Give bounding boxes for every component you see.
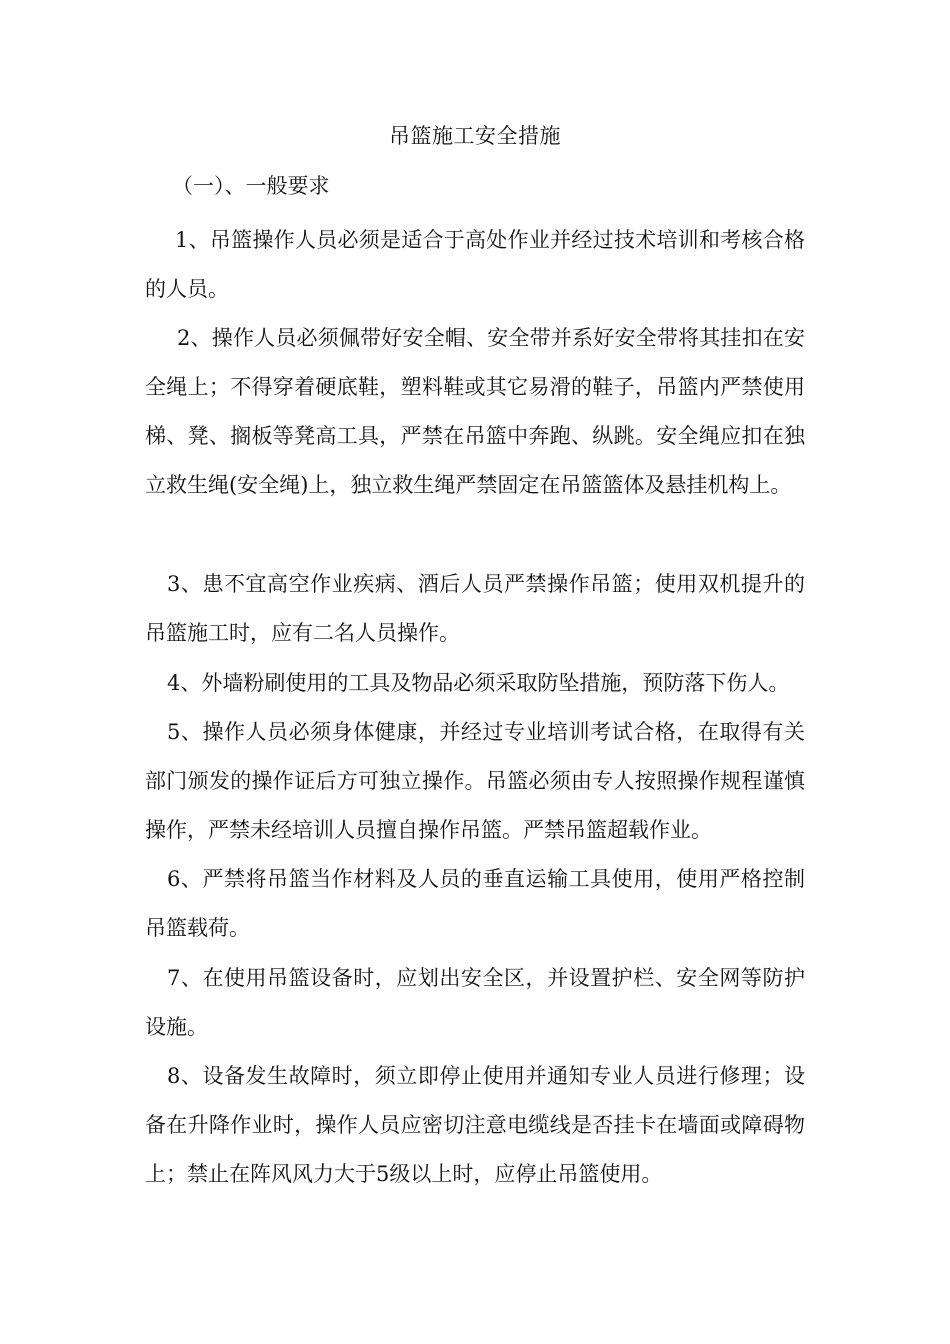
paragraph-8: 8、设备发生故障时，须立即停止使用并通知专业人员进行修理；设备在升降作业时，操作人员应密切注意电缆线是否挂卡在墙面或障碍物上；禁止在阵风风力大于5级以上时，应停止吊篮使用。 — [145, 1064, 805, 1186]
document-title: 吊篮施工安全措施 — [389, 124, 561, 148]
paragraph-7: 7、在使用吊篮设备时，应划出安全区，并设置护栏、安全网等防护设施。 — [145, 966, 805, 1039]
paragraph-4: 4、外墙粉刷使用的工具及物品必须采取防坠措施，预防落下伤人。 — [167, 671, 790, 695]
section-heading: （一）、一般要求 — [172, 174, 330, 198]
paragraph-6: 6、严禁将吊篮当作材料及人员的垂直运输工具使用，使用严格控制吊篮载荷。 — [145, 867, 805, 940]
paragraph-3: 3、患不宜高空作业疾病、酒后人员严禁操作吊篮；使用双机提升的吊篮施工时，应有二名人员操作。 — [145, 572, 805, 645]
paragraph-1: 1、吊篮操作人员必须是适合于高处作业并经过技术培训和考核合格的人员。 — [145, 228, 805, 301]
paragraph-5: 5、操作人员必须身体健康，并经过专业培训考试合格，在取得有关部门颁发的操作证后方可独立操作。吊篮必须由专人按照操作规程谨慎操作，严禁未经培训人员擅自操作吊篮。严禁吊篮超载作业。 — [145, 720, 805, 842]
paragraph-2: 2、操作人员必须佩带好安全帽、安全带并系好安全带将其挂扣在安全绳上；不得穿着硬底鞋，塑料鞋或其它易滑的鞋子，吊篮内严禁使用梯、凳、搁板等凳高工具，严禁在吊篮中奔跑、纵跳。安全绳应扣在独立救生绳(安全绳)上，独立救生绳严禁固定在吊篮篮体及悬挂机构上。 — [145, 326, 805, 497]
